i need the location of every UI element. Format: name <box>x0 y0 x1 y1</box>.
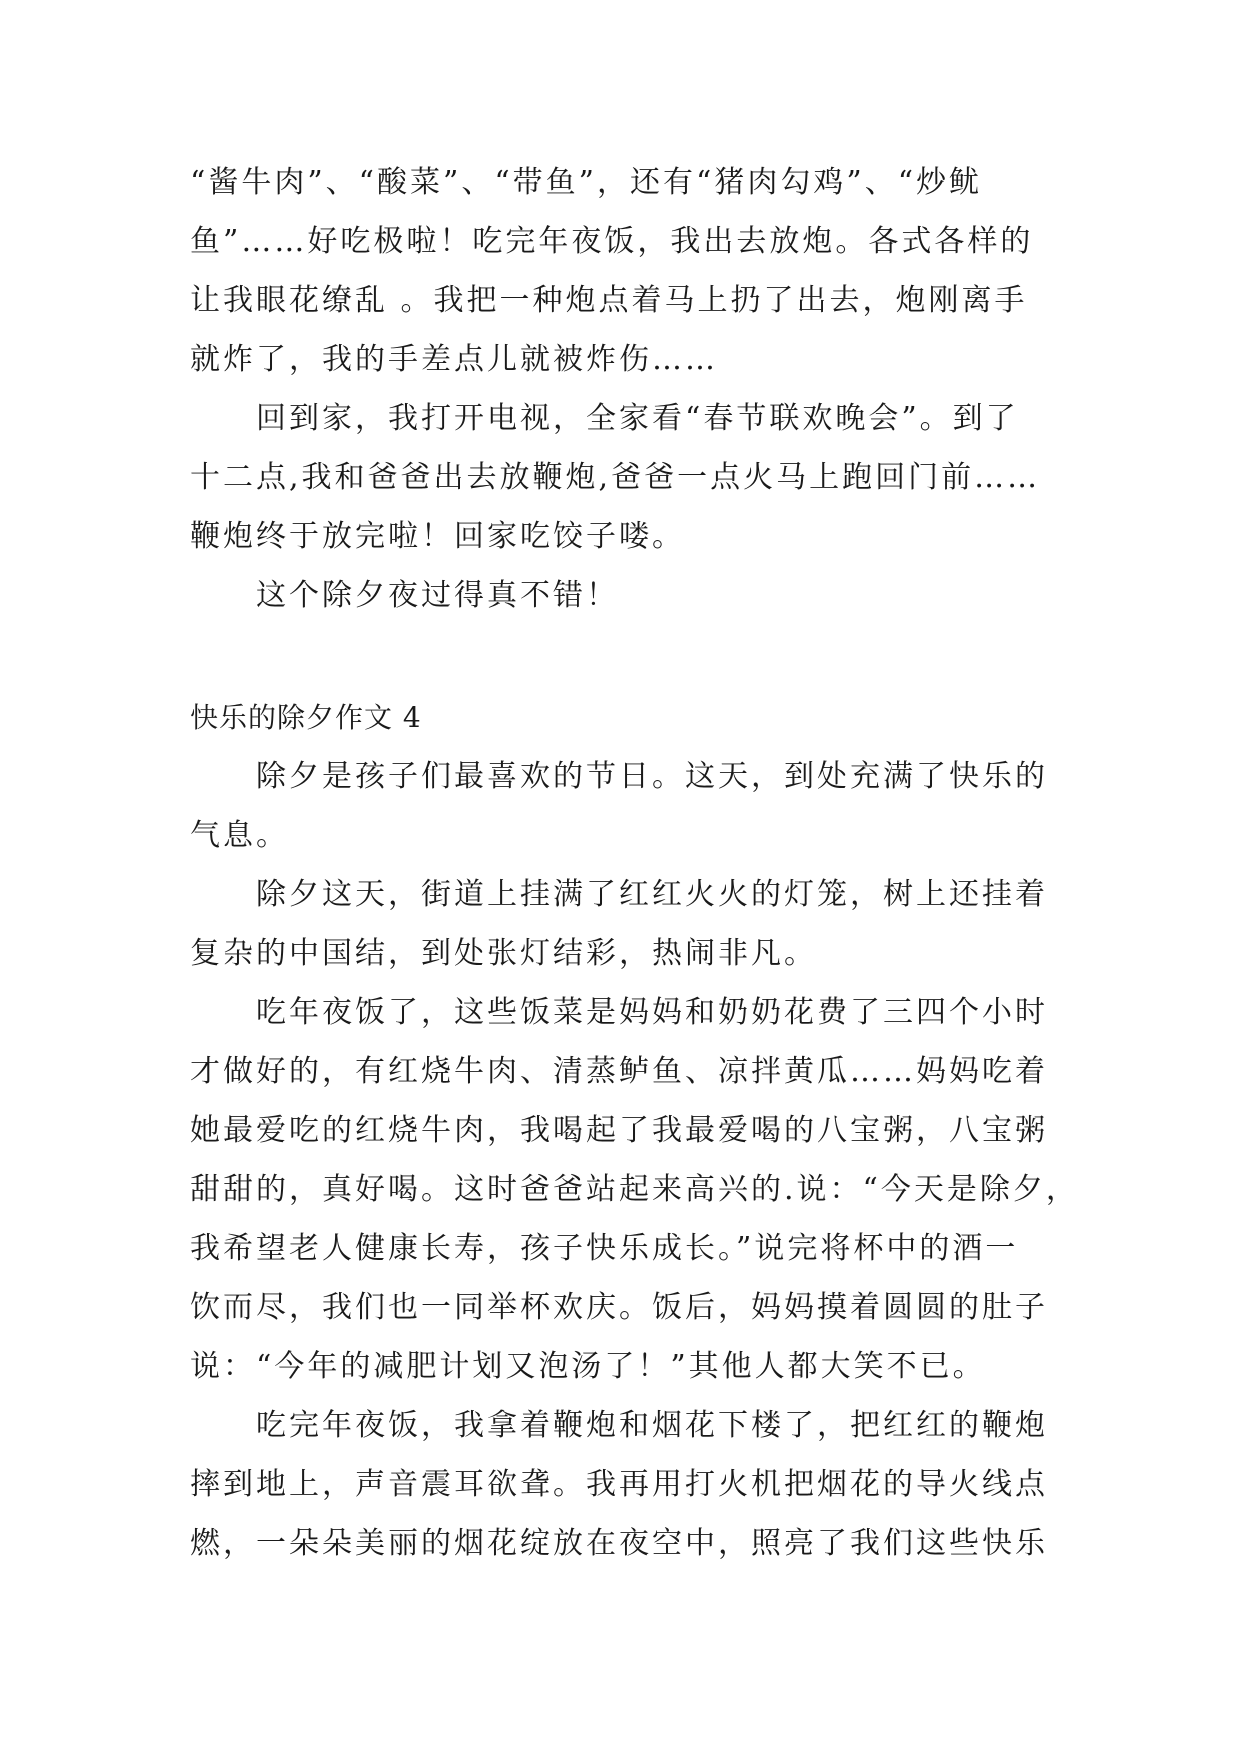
text-line: 鞭炮终于放完啦！回家吃饺子喽。 <box>190 519 685 554</box>
paragraph <box>190 389 1050 566</box>
text-line: 燃，一朵朵美丽的烟花绽放在夜空中，照亮了我们这些快乐 <box>190 1526 1048 1561</box>
text-line: 吃年夜饭了，这些饭菜是妈妈和奶奶花费了三四个小时 <box>256 995 1048 1030</box>
text-line: 鱼”……好吃极啦！吃完年夜饭，我出去放炮。各式各样的 <box>190 224 1034 259</box>
text-line: 吃完年夜饭，我拿着鞭炮和烟花下楼了，把红红的鞭炮 <box>256 1408 1048 1443</box>
text-line: 十二点,我和爸爸出去放鞭炮,爸爸一点火马上跑回门前…… <box>190 460 1041 495</box>
text-line: 才做好的，有红烧牛肉、清蒸鲈鱼、凉拌黄瓜……妈妈吃着 <box>190 1054 1048 1089</box>
text-line: 甜甜的，真好喝。这时爸爸站起来高兴的.说：“今天是除夕， <box>190 1172 1079 1207</box>
text-line: 回到家，我打开电视，全家看“春节联欢晚会”。到了 <box>256 401 1019 436</box>
paragraph <box>190 747 1050 865</box>
text-line: 除夕这天，街道上挂满了红红火火的灯笼，树上还挂着 <box>256 877 1048 912</box>
heading-text: 快乐的除夕作文 4 <box>190 701 422 734</box>
text-line: 这个除夕夜过得真不错！ <box>256 578 619 613</box>
text-line: 除夕是孩子们最喜欢的节日。这天，到处充满了快乐的 <box>256 759 1048 794</box>
paragraph <box>190 983 1079 1396</box>
text-line: 摔到地上，声音震耳欲聋。我再用打火机把烟花的导火线点 <box>190 1467 1048 1502</box>
section-heading <box>190 688 1050 747</box>
text-line: 气息。 <box>190 818 289 853</box>
text-line: 就炸了，我的手差点儿就被炸伤…… <box>190 342 718 377</box>
paragraph <box>190 153 1050 389</box>
text-line: 她最爱吃的红烧牛肉，我喝起了我最爱喝的八宝粥，八宝粥 <box>190 1113 1048 1148</box>
paragraph <box>190 865 1050 983</box>
text-line: 说：“今年的减肥计划又泡汤了！”其他人都大笑不已。 <box>190 1349 986 1384</box>
text-line: 让我眼花缭乱 。我把一种炮点着马上扔了出去，炮刚离手 <box>190 283 1028 318</box>
paragraph <box>190 566 1050 625</box>
text-line: 复杂的中国结，到处张灯结彩，热闹非凡。 <box>190 936 817 971</box>
text-line: 饮而尽，我们也一同举杯欢庆。饭后，妈妈摸着圆圆的肚子 <box>190 1290 1048 1325</box>
text-line: 我希望老人健康长寿，孩子快乐成长。”说完将杯中的酒一 <box>190 1231 1019 1266</box>
paragraph <box>190 1396 1050 1573</box>
text-line: “酱牛肉”、“酸菜”、“带鱼”，还有“猪肉勾鸡”、“炒鱿 <box>190 165 983 200</box>
